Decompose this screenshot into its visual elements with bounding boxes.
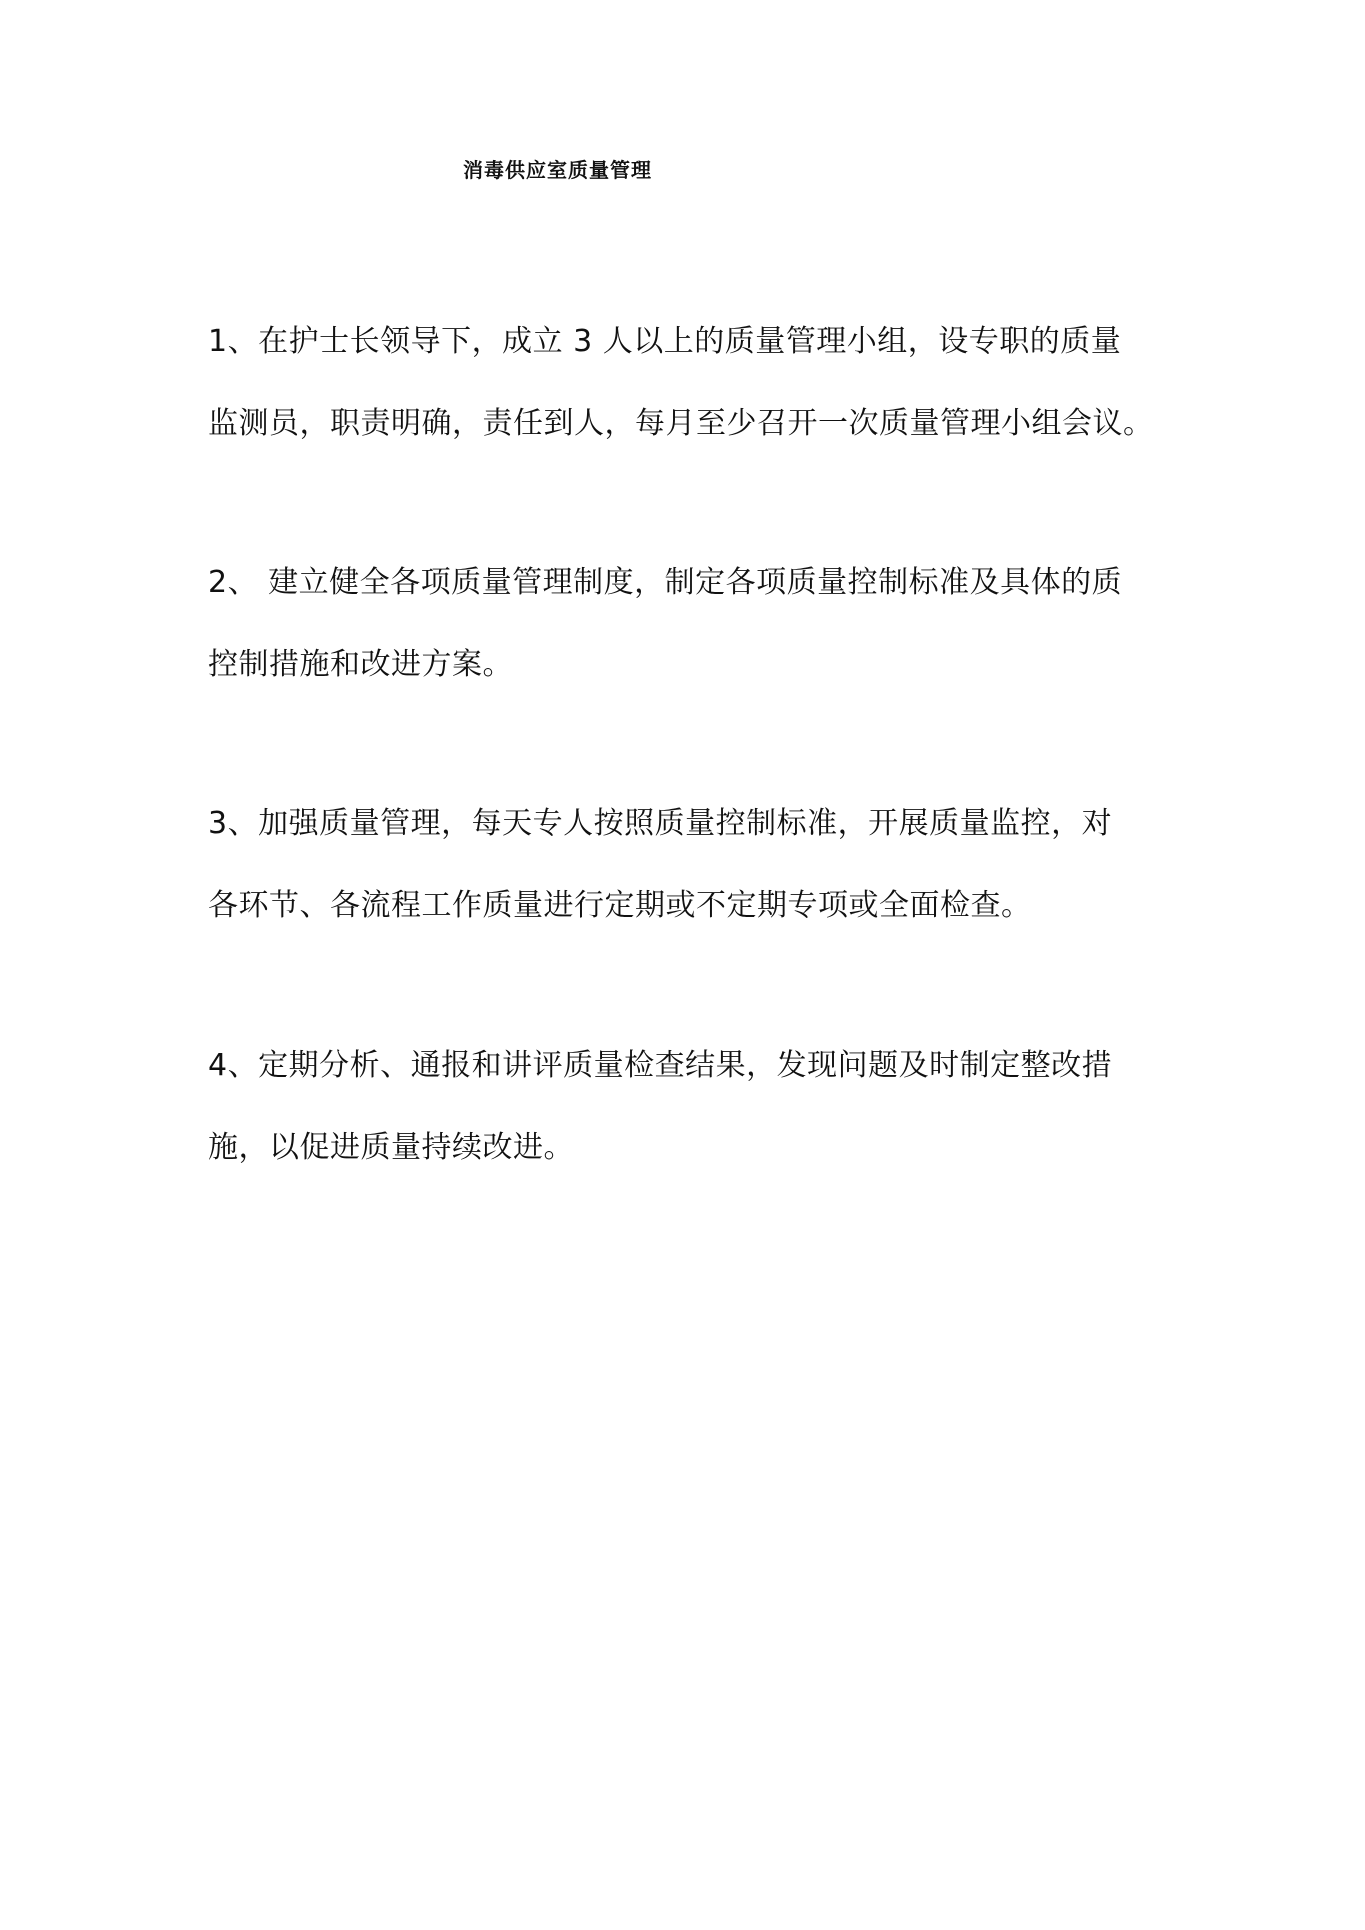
clause-2 [208,563,1168,685]
clause-1-line-2: 监测员，职责明确，责任到人，每月至少召开一次质量管理小组会议。 [208,406,1154,441]
document-title: 消毒供应室质量管理 [463,158,652,182]
clause-1 [208,322,1168,444]
clause-4-line-2: 施，以促进质量持续改进。 [208,1130,574,1165]
clause-4-line-1: 4、定期分析、通报和讲评质量检查结果，发现问题及时制定整改措 [208,1048,1113,1083]
clause-3-line-1: 3、加强质量管理，每天专人按照质量控制标准，开展质量监控，对 [208,806,1113,841]
clause-3-line-2: 各环节、各流程工作质量进行定期或不定期专项或全面检查。 [208,888,1032,923]
clause-4 [208,1046,1168,1168]
clause-1-line-1: 1、在护士长领导下，成立 3 人以上的质量管理小组，设专职的质量 [208,324,1122,359]
clause-2-line-1: 2、 建立健全各项质量管理制度，制定各项质量控制标准及具体的质 [208,565,1123,600]
clause-2-line-2: 控制措施和改进方案。 [208,647,513,682]
clause-3 [208,804,1168,926]
